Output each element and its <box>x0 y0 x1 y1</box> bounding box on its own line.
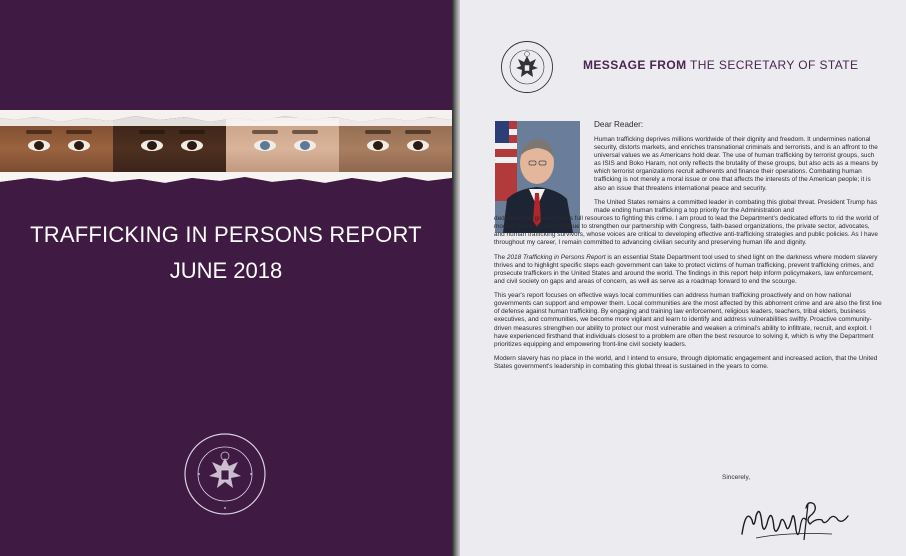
eyes-photo-strip <box>0 118 452 180</box>
report-title-italic: 2018 Trafficking in Persons Report <box>506 253 606 261</box>
torn-paper-bottom-edge <box>0 172 452 190</box>
torn-paper-top-edge <box>0 110 452 126</box>
face-photo-2 <box>113 118 226 180</box>
paragraph-2-rest: dedicated the government's full resources to fighting this crime. I am proud to lead the Department's dedicated efforts to rid the world of modern slavery. I will continue to strengthen our partnership with Congress, faith-based organizations, the private sector, advocates, and human trafficking survivors, whose voices are critical to developing effective anti-trafficking strategies and public policies. As I have throughout my career, I remain committed to advancing civilian security and preserving human life and dignity. <box>494 215 879 247</box>
paragraph-5: Modern slavery has no place in the world, and I intend to ensure, through diplomatic engagement and increased action, that the United States government's leadership in combating this global threat is sustained in the years to come. <box>494 355 878 371</box>
book-spine <box>452 0 460 556</box>
department-of-state-seal-icon <box>500 40 554 94</box>
paragraph-2-start: The United States remains a committed leader in combating this global threat. President Trump has made ending human trafficking a top priority for the Administration and <box>594 198 878 214</box>
closing-sincerely: Sincerely, <box>722 474 751 481</box>
letter-body <box>494 120 882 377</box>
secretary-letter-page <box>460 0 906 556</box>
report-cover <box>0 0 452 556</box>
report-title: TRAFFICKING IN PERSONS REPORT <box>30 222 422 247</box>
paragraph-4: This year's report focuses on effective ways local communities can address human trafficking proactively and on how national governments can support and empower them. Local communities are the most affected by this abhorrent crime and are also the first line of defense against human trafficking. By engaging and training law enforcement, religious leaders, teachers, tribal elders, business executives, and communities, we become more vigilant and learn to identify and address vulnerabilities swiftly. Proactive community-driven measures strengthen our ability to protect our most vulnerable and weaken a criminal's ability to infiltrate, recruit, and exploit. I have experienced firsthand that individuals closest to a problem are often the best resource to solving it, which is why the Department prioritizes equipping and empowering front-line civil society leaders. <box>494 292 882 348</box>
letter-heading <box>583 58 858 72</box>
letter-heading-rest: THE SECRETARY OF STATE <box>686 58 859 72</box>
paragraph-3-pre: The <box>494 253 507 261</box>
handwritten-signature-icon <box>736 490 856 546</box>
paragraph-3-post: is an essential State Department tool used to shed light on the darkness where modern slavery thrives and to highlight specific steps each government can take to protect victims of human trafficking, prevent trafficking crimes, and prosecute traffickers in the United States and around the world. The findings in this report help inform policymakers, law enforcement, and civil society on gaps and areas of concern, as well as serve as a roadmap forward to end the scourge. <box>494 253 878 285</box>
face-photo-1 <box>0 118 113 180</box>
department-of-state-seal-icon <box>183 432 267 516</box>
paragraph-2 <box>494 199 882 248</box>
face-photo-4 <box>339 118 452 180</box>
letter-heading-bold: MESSAGE FROM <box>583 58 687 72</box>
paragraph-3 <box>494 254 882 286</box>
report-date: JUNE 2018 <box>169 258 283 283</box>
paragraph-1: Human trafficking deprives millions worldwide of their dignity and freedom. It undermines national security, distorts markets, and enriches transnational criminals and terrorists, and is an affront to the universal values we as Americans hold dear. The use of human trafficking by terrorist groups, such as ISIS and Boko Haram, not only reflects the brutality of these groups, but also acts as a means by which terrorist organizations recruit adherents and finance their operations. Combating human trafficking is not merely a moral issue or one that affects the interests of the American people; it is also an issue that threatens international peace and security. <box>594 136 879 192</box>
face-photo-3 <box>226 118 339 180</box>
letter-salutation: Dear Reader: <box>594 120 644 129</box>
